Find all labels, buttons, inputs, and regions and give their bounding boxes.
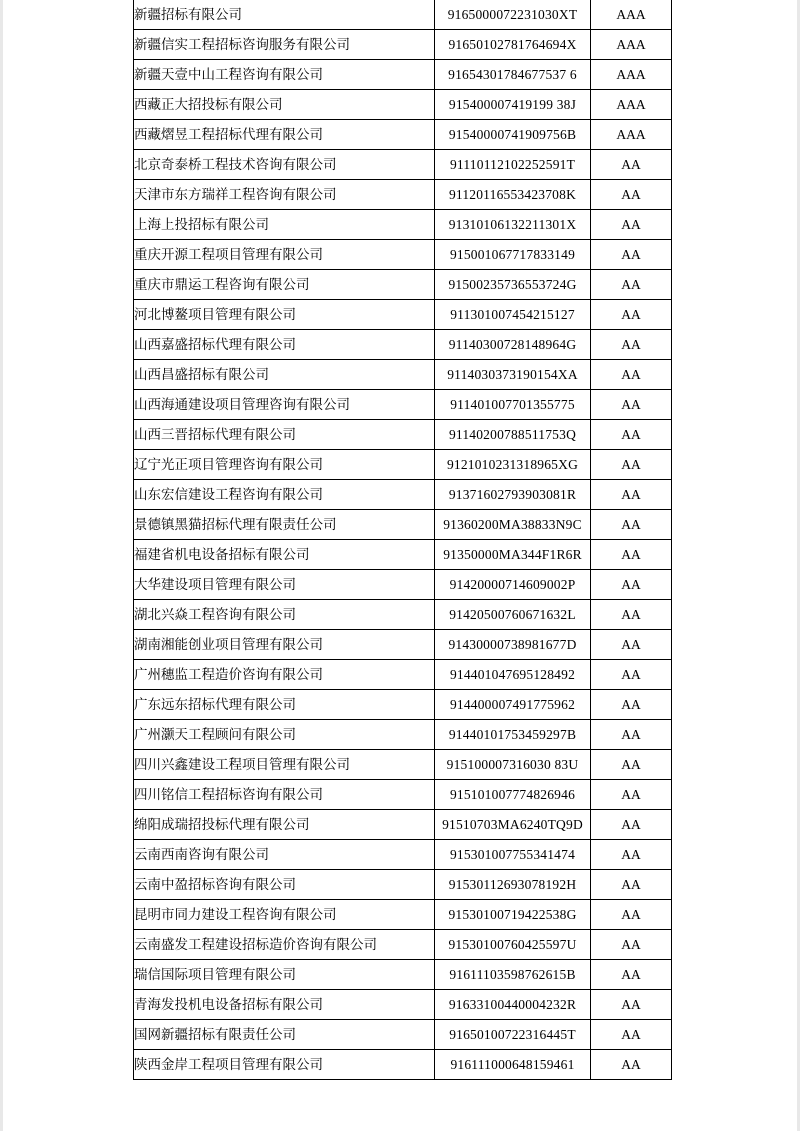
cell-grade: AA <box>591 780 672 810</box>
cell-company-name: 云南西南咨询有限公司 <box>134 840 435 870</box>
table-row <box>134 390 672 420</box>
table-row <box>134 360 672 390</box>
cell-grade: AA <box>591 900 672 930</box>
cell-grade: AAA <box>591 30 672 60</box>
cell-credit-code: 91430000738981677D <box>435 630 591 660</box>
cell-company-name: 重庆市鼎运工程咨询有限公司 <box>134 270 435 300</box>
cell-company-name: 山西嘉盛招标代理有限公司 <box>134 330 435 360</box>
table-row <box>134 60 672 90</box>
cell-grade: AA <box>591 300 672 330</box>
table-row <box>134 300 672 330</box>
cell-grade: AA <box>591 840 672 870</box>
cell-credit-code: 91140300728148964G <box>435 330 591 360</box>
table-row <box>134 1020 672 1050</box>
cell-credit-code: 915001067717833149 <box>435 240 591 270</box>
cell-credit-code: 914401047695128492 <box>435 660 591 690</box>
page-left-edge-rule <box>0 0 3 1131</box>
table-row <box>134 690 672 720</box>
cell-credit-code: 91510703MA6240TQ9D <box>435 810 591 840</box>
cell-grade: AA <box>591 390 672 420</box>
cell-company-name: 湖北兴焱工程咨询有限公司 <box>134 600 435 630</box>
table-row <box>134 780 672 810</box>
cell-company-name: 新疆招标有限公司 <box>134 0 435 30</box>
company-grade-table-container <box>133 0 668 1080</box>
cell-credit-code: 91360200MA38833N9C <box>435 510 591 540</box>
cell-company-name: 辽宁光正项目管理咨询有限公司 <box>134 450 435 480</box>
table-row <box>134 840 672 870</box>
cell-credit-code: 9121010231318965XG <box>435 450 591 480</box>
cell-grade: AA <box>591 570 672 600</box>
cell-grade: AA <box>591 180 672 210</box>
cell-company-name: 景德镇黑猫招标代理有限责任公司 <box>134 510 435 540</box>
cell-company-name: 广州穗监工程造价咨询有限公司 <box>134 660 435 690</box>
table-row <box>134 570 672 600</box>
cell-credit-code: 91530112693078192H <box>435 870 591 900</box>
cell-company-name: 天津市东方瑞祥工程咨询有限公司 <box>134 180 435 210</box>
table-row <box>134 870 672 900</box>
cell-company-name: 上海上投招标有限公司 <box>134 210 435 240</box>
table-row <box>134 450 672 480</box>
cell-grade: AA <box>591 150 672 180</box>
cell-credit-code: 91540000741909756B <box>435 120 591 150</box>
cell-credit-code: 91440101753459297B <box>435 720 591 750</box>
cell-credit-code: 91420000714609002P <box>435 570 591 600</box>
cell-credit-code: 9165000072231030XT <box>435 0 591 30</box>
cell-grade: AA <box>591 210 672 240</box>
cell-grade: AA <box>591 420 672 450</box>
cell-company-name: 新疆信实工程招标咨询服务有限公司 <box>134 30 435 60</box>
cell-company-name: 国网新疆招标有限责任公司 <box>134 1020 435 1050</box>
cell-company-name: 西藏熠昱工程招标代理有限公司 <box>134 120 435 150</box>
cell-grade: AA <box>591 810 672 840</box>
table-row <box>134 30 672 60</box>
cell-credit-code: 91500235736553724G <box>435 270 591 300</box>
cell-company-name: 湖南湘能创业项目管理有限公司 <box>134 630 435 660</box>
cell-grade: AAA <box>591 120 672 150</box>
cell-credit-code: 9114030373190154XA <box>435 360 591 390</box>
cell-credit-code: 914400007491775962 <box>435 690 591 720</box>
cell-credit-code: 91530100719422538G <box>435 900 591 930</box>
table-row <box>134 240 672 270</box>
cell-credit-code: 915100007316030 83U <box>435 750 591 780</box>
cell-grade: AA <box>591 720 672 750</box>
table-row <box>134 330 672 360</box>
cell-company-name: 山东宏信建设工程咨询有限公司 <box>134 480 435 510</box>
cell-company-name: 山西昌盛招标有限公司 <box>134 360 435 390</box>
company-grade-table <box>133 0 672 1080</box>
cell-company-name: 陕西金岸工程项目管理有限公司 <box>134 1050 435 1080</box>
cell-grade: AA <box>591 600 672 630</box>
cell-credit-code: 91633100440004232R <box>435 990 591 1020</box>
cell-company-name: 福建省机电设备招标有限公司 <box>134 540 435 570</box>
cell-company-name: 广东远东招标代理有限公司 <box>134 690 435 720</box>
table-row <box>134 270 672 300</box>
table-row <box>134 810 672 840</box>
table-row <box>134 210 672 240</box>
cell-credit-code: 91420500760671632L <box>435 600 591 630</box>
table-row <box>134 1050 672 1080</box>
cell-grade: AA <box>591 330 672 360</box>
cell-credit-code: 91371602793903081R <box>435 480 591 510</box>
table-row <box>134 120 672 150</box>
table-row <box>134 0 672 30</box>
cell-company-name: 四川铭信工程招标咨询有限公司 <box>134 780 435 810</box>
cell-company-name: 北京奇泰桥工程技术咨询有限公司 <box>134 150 435 180</box>
table-row <box>134 90 672 120</box>
cell-grade: AA <box>591 750 672 780</box>
table-row <box>134 900 672 930</box>
table-row <box>134 960 672 990</box>
cell-credit-code: 91120116553423708K <box>435 180 591 210</box>
cell-company-name: 四川兴鑫建设工程项目管理有限公司 <box>134 750 435 780</box>
table-row <box>134 420 672 450</box>
cell-company-name: 广州灏天工程顾问有限公司 <box>134 720 435 750</box>
cell-credit-code: 91110112102252591T <box>435 150 591 180</box>
cell-grade: AAA <box>591 0 672 30</box>
cell-grade: AA <box>591 930 672 960</box>
cell-grade: AA <box>591 450 672 480</box>
cell-grade: AA <box>591 630 672 660</box>
cell-grade: AAA <box>591 60 672 90</box>
cell-credit-code: 91654301784677537 6 <box>435 60 591 90</box>
table-row <box>134 750 672 780</box>
cell-credit-code: 915301007755341474 <box>435 840 591 870</box>
cell-company-name: 云南盛发工程建设招标造价咨询有限公司 <box>134 930 435 960</box>
table-row <box>134 150 672 180</box>
cell-credit-code: 91650100722316445T <box>435 1020 591 1050</box>
cell-company-name: 绵阳成瑞招投标代理有限公司 <box>134 810 435 840</box>
table-row <box>134 600 672 630</box>
cell-company-name: 云南中盈招标咨询有限公司 <box>134 870 435 900</box>
table-row <box>134 630 672 660</box>
cell-company-name: 昆明市同力建设工程咨询有限公司 <box>134 900 435 930</box>
cell-company-name: 山西三晋招标代理有限公司 <box>134 420 435 450</box>
cell-credit-code: 915400007419199 38J <box>435 90 591 120</box>
table-row <box>134 930 672 960</box>
cell-credit-code: 91530100760425597U <box>435 930 591 960</box>
cell-company-name: 瑞信国际项目管理有限公司 <box>134 960 435 990</box>
cell-credit-code: 915101007774826946 <box>435 780 591 810</box>
cell-credit-code: 916111000648159461 <box>435 1050 591 1080</box>
cell-credit-code: 91310106132211301X <box>435 210 591 240</box>
cell-grade: AA <box>591 960 672 990</box>
cell-company-name: 河北博鳌项目管理有限公司 <box>134 300 435 330</box>
cell-grade: AA <box>591 990 672 1020</box>
cell-company-name: 西藏正大招投标有限公司 <box>134 90 435 120</box>
cell-company-name: 山西海通建设项目管理咨询有限公司 <box>134 390 435 420</box>
cell-company-name: 青海发投机电设备招标有限公司 <box>134 990 435 1020</box>
cell-grade: AAA <box>591 90 672 120</box>
cell-credit-code: 91611103598762615B <box>435 960 591 990</box>
cell-credit-code: 91650102781764694X <box>435 30 591 60</box>
cell-grade: AA <box>591 360 672 390</box>
table-row <box>134 990 672 1020</box>
table-row <box>134 540 672 570</box>
cell-credit-code: 91140200788511753Q <box>435 420 591 450</box>
cell-grade: AA <box>591 870 672 900</box>
cell-grade: AA <box>591 540 672 570</box>
table-row <box>134 720 672 750</box>
cell-grade: AA <box>591 270 672 300</box>
cell-grade: AA <box>591 660 672 690</box>
cell-grade: AA <box>591 1050 672 1080</box>
cell-grade: AA <box>591 480 672 510</box>
cell-credit-code: 911301007454215127 <box>435 300 591 330</box>
cell-company-name: 大华建设项目管理有限公司 <box>134 570 435 600</box>
table-row <box>134 180 672 210</box>
table-row <box>134 510 672 540</box>
cell-grade: AA <box>591 240 672 270</box>
cell-grade: AA <box>591 510 672 540</box>
cell-grade: AA <box>591 1020 672 1050</box>
cell-credit-code: 91350000MA344F1R6R <box>435 540 591 570</box>
table-row <box>134 480 672 510</box>
table-row <box>134 660 672 690</box>
cell-credit-code: 911401007701355775 <box>435 390 591 420</box>
cell-company-name: 重庆开源工程项目管理有限公司 <box>134 240 435 270</box>
cell-grade: AA <box>591 690 672 720</box>
cell-company-name: 新疆天壹中山工程咨询有限公司 <box>134 60 435 90</box>
